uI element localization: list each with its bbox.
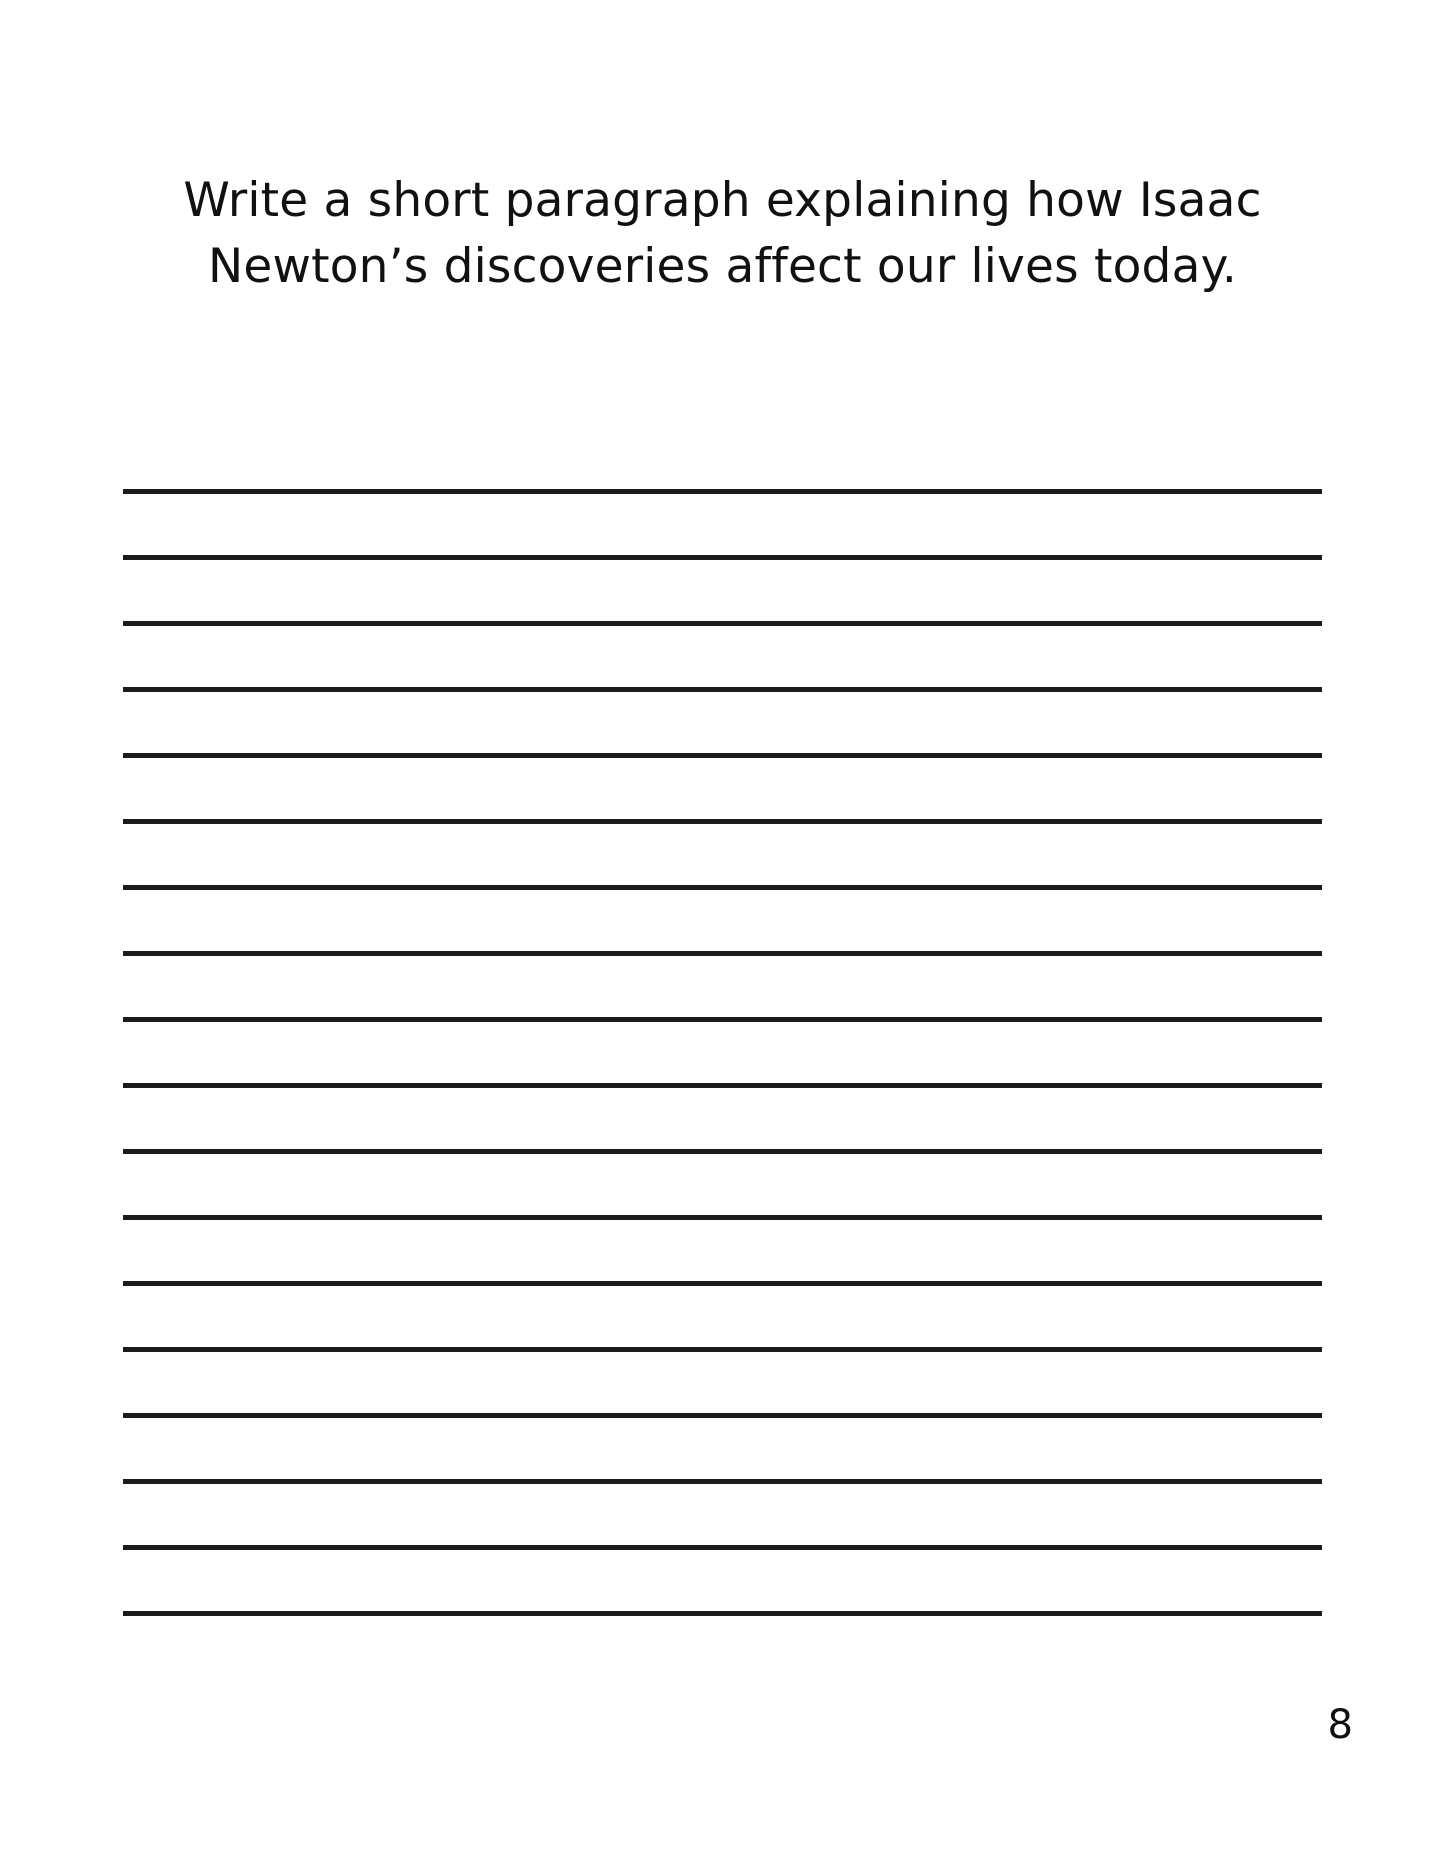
writing-line (123, 885, 1322, 890)
writing-line (123, 489, 1322, 494)
writing-line (123, 753, 1322, 758)
writing-line (123, 621, 1322, 626)
page-number: 8 (1327, 1702, 1353, 1748)
writing-line (123, 1479, 1322, 1484)
writing-line (123, 1611, 1322, 1616)
writing-line (123, 687, 1322, 692)
writing-line (123, 1413, 1322, 1418)
writing-line (123, 555, 1322, 560)
writing-prompt-line-2: Newton’s discoveries affect our lives today. (207, 239, 1238, 294)
writing-line (123, 951, 1322, 956)
writing-prompt-line-1: Write a short paragraph explaining how Isaac (183, 173, 1262, 228)
writing-prompt (0, 168, 1445, 300)
writing-line (123, 1017, 1322, 1022)
writing-line (123, 1281, 1322, 1286)
writing-line (123, 1545, 1322, 1550)
writing-line (123, 1149, 1322, 1154)
writing-line (123, 1215, 1322, 1220)
writing-line (123, 819, 1322, 824)
writing-lines (123, 489, 1322, 1677)
writing-line (123, 1347, 1322, 1352)
writing-line (123, 1083, 1322, 1088)
